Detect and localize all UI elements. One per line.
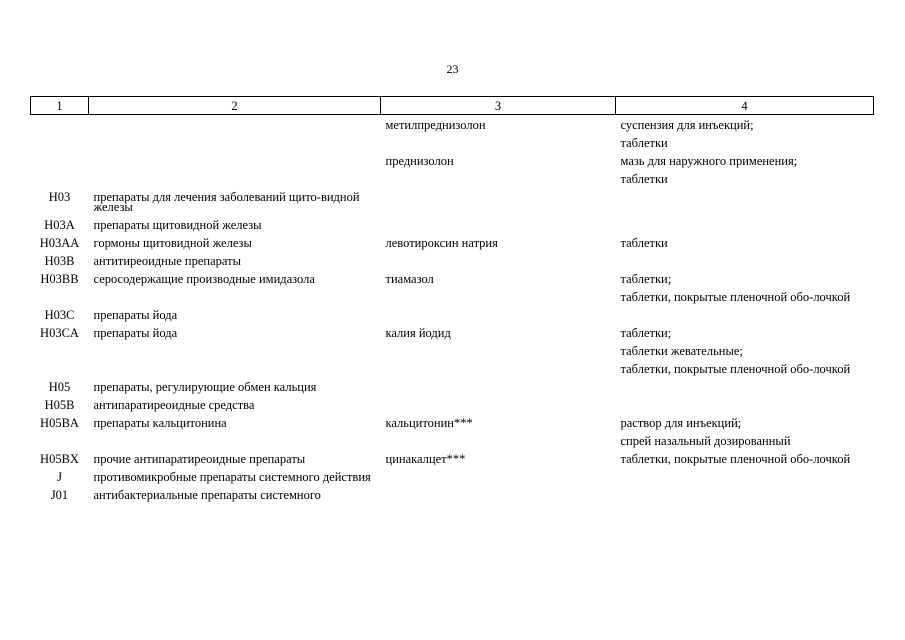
group-name-cell: препараты йода [93,326,178,340]
atc-code-cell: H03B [44,254,75,268]
substance-cell [381,288,616,306]
dosage-form-cell: таблетки, покрытые пленочной обо-лочкой [620,290,851,304]
dosage-form-cell: раствор для инъекций; [620,416,742,430]
substance-cell [381,134,616,152]
group-name-cell: серосодержащие производные имидазола [93,272,315,286]
group-name-cell [89,152,381,170]
substance-cell [381,360,616,378]
atc-code-cell: J [57,470,62,484]
atc-code-cell [31,170,89,188]
substance-cell: метилпреднизолон [385,118,486,132]
atc-code-cell [31,432,89,450]
substance-cell: цинакалцет*** [385,452,466,466]
atc-code-cell: H05B [44,398,75,412]
group-name-cell [89,342,381,360]
dosage-form-cell: мазь для наружного применения; [620,154,798,168]
atc-code-cell [31,152,89,170]
table-row [31,134,874,152]
group-name-cell: антитиреоидные препараты [93,254,241,268]
dosage-form-cell: таблетки жевательные; [620,344,743,358]
group-name-cell: антибактериальные препараты системного [93,488,321,502]
table-row [31,170,874,188]
dosage-form-cell: таблетки, покрытые пленочной обо-лочкой [620,362,851,376]
table-row [31,188,874,216]
table-header-row [31,97,874,115]
dosage-form-cell: таблетки, покрытые пленочной обо-лочкой [620,452,851,466]
group-name-cell [89,288,381,306]
atc-code-cell: H03AA [39,236,80,250]
header-col-2: 2 [89,97,381,115]
substance-cell [381,468,616,486]
substance-cell [381,216,616,234]
group-name-cell: противомикробные препараты системного действия [93,470,371,484]
group-name-cell [89,360,381,378]
table-row [31,414,874,432]
substance-cell [381,188,616,216]
atc-code-cell: H03CA [40,326,79,340]
group-name-cell: антипаратиреоидные средства [93,398,255,412]
table-row [31,342,874,360]
table-row [31,468,874,486]
atc-code-cell: H03A [44,218,75,232]
group-name-cell: препараты для лечения заболеваний щито-видной железы [93,190,360,214]
group-name-cell: прочие антипаратиреоидные препараты [93,452,306,466]
atc-code-cell: H05BA [40,416,79,430]
table-row [31,234,874,252]
table-row [31,486,874,504]
group-name-cell [89,134,381,152]
atc-code-cell: H05BX [40,452,79,466]
dosage-form-cell: таблетки [620,136,668,150]
dosage-form-cell: таблетки [620,172,668,186]
substance-cell: левотироксин натрия [385,236,498,250]
group-name-cell: препараты йода [93,308,178,322]
table-row [31,432,874,450]
dosage-form-cell: таблетки [620,236,668,250]
table-row [31,115,874,135]
dosage-form-cell [616,486,874,504]
table-row [31,252,874,270]
atc-code-cell: H03C [44,308,75,322]
atc-code-cell: H03 [48,190,71,204]
table-body [31,115,874,505]
substance-cell [381,396,616,414]
table-row [31,288,874,306]
table-row [31,306,874,324]
dosage-form-cell: таблетки; [620,326,672,340]
substance-cell: кальцитонин*** [385,416,473,430]
page-number: 23 [446,62,459,76]
header-col-4: 4 [616,97,874,115]
atc-code-cell [31,288,89,306]
dosage-form-cell: спрей назальный дозированный [620,434,791,448]
atc-code-cell: J01 [50,488,69,502]
substance-cell: калия йодид [385,326,451,340]
atc-code-cell [31,360,89,378]
dosage-form-cell: суспензия для инъекций; [620,118,754,132]
header-col-3: 3 [381,97,616,115]
dosage-form-cell [616,468,874,486]
drug-table [30,96,874,504]
table-row [31,152,874,170]
substance-cell [381,170,616,188]
dosage-form-cell: таблетки; [620,272,672,286]
group-name-cell [89,432,381,450]
dosage-form-cell [616,188,874,216]
table-row [31,396,874,414]
substance-cell [381,252,616,270]
table-row [31,360,874,378]
atc-code-cell [31,115,89,135]
header-col-1: 1 [31,97,89,115]
group-name-cell: препараты кальцитонина [93,416,227,430]
substance-cell: преднизолон [385,154,454,168]
group-name-cell: препараты щитовидной железы [93,218,262,232]
substance-cell: тиамазол [385,272,434,286]
group-name-cell: гормоны щитовидной железы [93,236,252,250]
substance-cell [381,306,616,324]
table-row [31,216,874,234]
substance-cell [381,378,616,396]
group-name-cell: препараты, регулирующие обмен кальция [93,380,317,394]
group-name-cell [89,115,381,135]
dosage-form-cell [616,252,874,270]
atc-code-cell: H05 [48,380,71,394]
substance-cell [381,432,616,450]
dosage-form-cell [616,216,874,234]
atc-code-cell: H03BB [40,272,79,286]
table-row [31,270,874,288]
dosage-form-cell [616,306,874,324]
substance-cell [381,486,616,504]
dosage-form-cell [616,396,874,414]
group-name-cell [89,170,381,188]
table-row [31,324,874,342]
atc-code-cell [31,342,89,360]
table-row [31,378,874,396]
table-row [31,450,874,468]
dosage-form-cell [616,378,874,396]
substance-cell [381,342,616,360]
atc-code-cell [31,134,89,152]
